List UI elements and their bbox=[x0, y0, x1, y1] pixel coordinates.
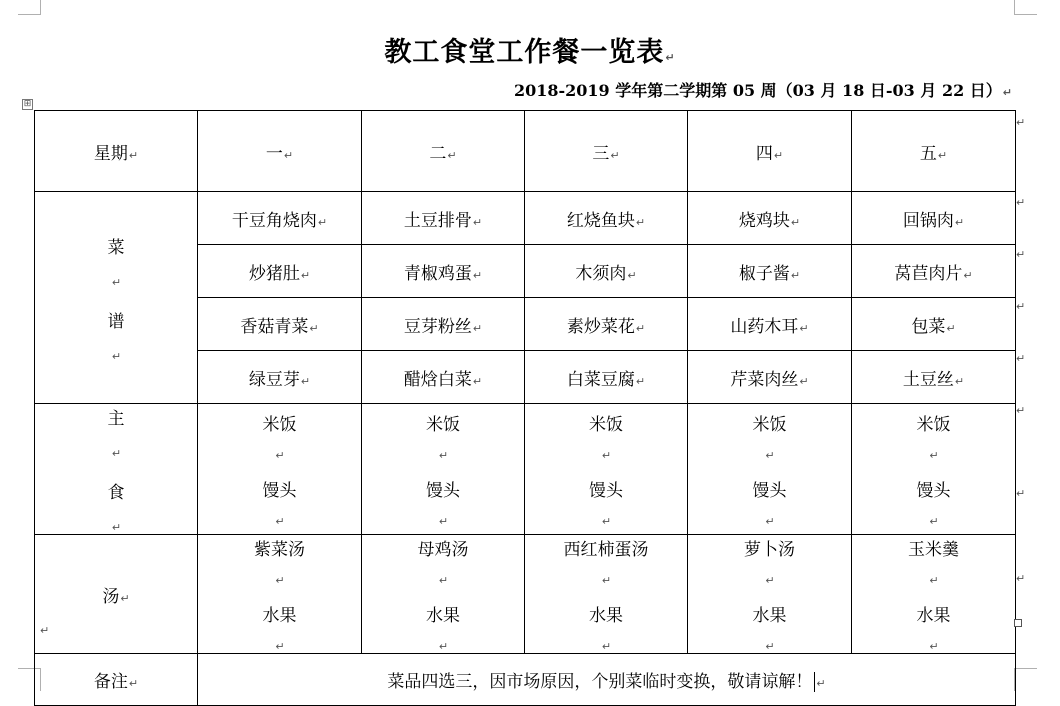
paragraph-mark: ↵ bbox=[929, 515, 939, 528]
paragraph-mark: ↵ bbox=[799, 374, 809, 388]
soup-label-cell[interactable]: 汤↵ bbox=[35, 535, 198, 654]
paragraph-mark: ↵ bbox=[765, 515, 775, 528]
paragraph-mark: ↵ bbox=[283, 148, 294, 162]
paragraph-mark: ↵ bbox=[773, 148, 784, 162]
week-subtitle[interactable]: 2018-2019 学年第二学期第 05 周（03 月 18 日-03 月 22 日）↵ bbox=[513, 81, 1012, 100]
remark-text-cell[interactable]: 菜品四选三，因市场原因，个别菜临时变换，敬请谅解！ ↵ bbox=[198, 654, 1016, 706]
dish-cell[interactable]: 山药木耳↵ bbox=[688, 298, 852, 351]
soup-cell[interactable]: 玉米羹 ↵ 水果 ↵ bbox=[852, 535, 1016, 654]
paragraph-mark: ↵ bbox=[816, 676, 826, 690]
paragraph-mark: ↵ bbox=[447, 148, 457, 162]
paragraph-mark: ↵ bbox=[627, 268, 637, 282]
paragraph-mark: ↵ bbox=[275, 574, 285, 587]
remark-row bbox=[35, 654, 1016, 706]
paragraph-mark: ↵ bbox=[601, 515, 612, 528]
staple-cell[interactable]: 米饭 ↵ 馒头 ↵ bbox=[198, 404, 362, 535]
dish-cell[interactable]: 土豆丝↵ bbox=[852, 351, 1016, 404]
paragraph-mark: ↵ bbox=[275, 640, 285, 653]
paragraph-mark: ↵ bbox=[601, 640, 612, 653]
dish-cell[interactable]: 豆芽粉丝↵ bbox=[362, 298, 525, 351]
paragraph-mark: ↵ bbox=[765, 449, 775, 462]
paragraph-mark: ↵ bbox=[275, 515, 285, 528]
paragraph-mark: ↵ bbox=[111, 275, 122, 289]
paragraph-mark: ↵ bbox=[929, 640, 939, 653]
paragraph-mark: ↵ bbox=[937, 148, 948, 162]
paragraph-mark: ↵ bbox=[438, 449, 449, 462]
staple-cell[interactable]: 米饭 ↵ 馒头 ↵ bbox=[525, 404, 688, 535]
paragraph-mark: ↵ bbox=[954, 215, 965, 229]
header-weekday-label[interactable]: 星期↵ bbox=[35, 111, 198, 192]
table-resize-handle[interactable] bbox=[1014, 619, 1022, 627]
staple-row bbox=[35, 404, 1016, 535]
row-end-mark: ↵ bbox=[1016, 248, 1026, 261]
paragraph-mark: ↵ bbox=[275, 449, 285, 462]
paragraph-mark: ↵ bbox=[799, 321, 809, 335]
soup-row bbox=[35, 535, 1016, 654]
page-corner-top-left bbox=[18, 0, 41, 15]
dish-cell[interactable]: 香菇青菜↵ bbox=[198, 298, 362, 351]
dish-cell[interactable]: 醋焓白菜↵ bbox=[362, 351, 525, 404]
paragraph-mark: ↵ bbox=[472, 321, 483, 335]
paragraph-mark: ↵ bbox=[472, 374, 483, 388]
paragraph-mark: ↵ bbox=[635, 321, 646, 335]
header-day-2[interactable]: 二↵ bbox=[362, 111, 525, 192]
paragraph-mark: ↵ bbox=[438, 640, 449, 653]
dish-cell[interactable]: 包菜↵ bbox=[852, 298, 1016, 351]
soup-cell[interactable]: 母鸡汤 ↵ 水果 ↵ bbox=[362, 535, 525, 654]
paragraph-mark: ↵ bbox=[300, 268, 311, 282]
paragraph-mark: ↵ bbox=[128, 677, 139, 690]
paragraph-mark: ↵ bbox=[765, 574, 775, 587]
paragraph-mark: ↵ bbox=[765, 640, 775, 653]
paragraph-mark: ↵ bbox=[790, 268, 801, 282]
paragraph-mark: ↵ bbox=[438, 574, 449, 587]
paragraph-mark: ↵ bbox=[635, 215, 646, 229]
paragraph-mark: ↵ bbox=[472, 268, 483, 282]
dish-cell[interactable]: 芹菜肉丝↵ bbox=[688, 351, 852, 404]
paragraph-mark: ↵ bbox=[954, 374, 965, 388]
soup-cell[interactable]: 紫菜汤 ↵ 水果 ↵ bbox=[198, 535, 362, 654]
dish-cell[interactable]: 烧鸡块↵ bbox=[688, 192, 852, 245]
menu-label-cell[interactable]: 菜 ↵ 谱 ↵ bbox=[35, 192, 198, 404]
dish-cell[interactable]: 绿豆芽↵ bbox=[198, 351, 362, 404]
paragraph-mark: ↵ bbox=[300, 374, 311, 388]
paragraph-mark: ↵ bbox=[472, 215, 483, 229]
table-move-handle-icon[interactable]: ⊞ bbox=[23, 99, 32, 109]
staple-label-cell[interactable]: 主 ↵ 食 ↵ bbox=[35, 404, 198, 535]
header-day-4[interactable]: 四↵ bbox=[688, 111, 852, 192]
staple-cell[interactable]: 米饭 ↵ 馒头 ↵ bbox=[362, 404, 525, 535]
remark-label-cell[interactable]: 备注↵ bbox=[35, 654, 198, 706]
dish-cell[interactable]: 炒猪肚↵ bbox=[198, 245, 362, 298]
document-title[interactable]: 教工食堂工作餐一览表↵ bbox=[384, 37, 676, 68]
staple-cell[interactable]: 米饭 ↵ 馒头 ↵ bbox=[688, 404, 852, 535]
header-row bbox=[35, 111, 1016, 192]
dish-cell[interactable]: 红烧鱼块↵ bbox=[525, 192, 688, 245]
dish-cell[interactable]: 素炒菜花↵ bbox=[525, 298, 688, 351]
header-day-3[interactable]: 三↵ bbox=[525, 111, 688, 192]
soup-cell[interactable]: 萝卜汤 ↵ 水果 ↵ bbox=[688, 535, 852, 654]
menu-table bbox=[34, 110, 1016, 706]
paragraph-mark: ↵ bbox=[111, 349, 122, 363]
menu-row bbox=[35, 192, 1016, 245]
paragraph-mark: ↵ bbox=[120, 591, 130, 605]
row-end-mark: ↵ bbox=[1016, 300, 1026, 313]
dish-cell[interactable]: 莴苣肉片↵ bbox=[852, 245, 1016, 298]
row-end-mark: ↵ bbox=[1016, 487, 1026, 500]
dish-cell[interactable]: 回锅肉↵ bbox=[852, 192, 1016, 245]
row-end-mark: ↵ bbox=[1016, 404, 1026, 417]
paragraph-mark: ↵ bbox=[438, 515, 449, 528]
paragraph-mark: ↵ bbox=[128, 148, 139, 162]
dish-cell[interactable]: 椒子酱↵ bbox=[688, 245, 852, 298]
row-end-mark: ↵ bbox=[1016, 116, 1026, 129]
paragraph-mark: ↵ bbox=[929, 449, 939, 462]
paragraph-mark: ↵ bbox=[601, 574, 612, 587]
paragraph-mark: ↵ bbox=[963, 268, 973, 282]
paragraph-mark: ↵ bbox=[111, 521, 122, 534]
dish-cell[interactable]: 白菜豆腐↵ bbox=[525, 351, 688, 404]
paragraph-mark: ↵ bbox=[790, 215, 801, 229]
paragraph-mark: ↵ bbox=[610, 148, 620, 162]
row-end-mark: ↵ bbox=[1016, 352, 1026, 365]
soup-cell[interactable]: 西红柿蛋汤 ↵ 水果 ↵ bbox=[525, 535, 688, 654]
paragraph-mark: ↵ bbox=[111, 447, 122, 460]
header-day-1[interactable]: 一↵ bbox=[198, 111, 362, 192]
paragraph-mark: ↵ bbox=[946, 321, 956, 335]
row-end-mark: ↵ bbox=[1016, 572, 1026, 585]
header-day-5[interactable]: 五↵ bbox=[852, 111, 1016, 192]
paragraph-mark: ↵ bbox=[929, 574, 939, 587]
page-corner-top-right bbox=[1014, 0, 1037, 15]
paragraph-mark: ↵ bbox=[635, 374, 646, 388]
dish-cell[interactable]: 干豆角烧肉↵ bbox=[198, 192, 362, 245]
dish-cell[interactable]: 青椒鸡蛋↵ bbox=[362, 245, 525, 298]
staple-cell[interactable]: 米饭 ↵ 馒头 ↵ bbox=[852, 404, 1016, 535]
paragraph-mark: ↵ bbox=[309, 321, 319, 335]
paragraph-mark: ↵ bbox=[317, 215, 328, 229]
dish-cell[interactable]: 木须肉↵ bbox=[525, 245, 688, 298]
row-end-mark: ↵ bbox=[1016, 196, 1026, 209]
page-corner-bottom-right bbox=[1014, 668, 1037, 691]
final-paragraph-mark: ↵ bbox=[40, 624, 50, 637]
dish-cell[interactable]: 土豆排骨↵ bbox=[362, 192, 525, 245]
paragraph-mark: ↵ bbox=[601, 449, 612, 462]
